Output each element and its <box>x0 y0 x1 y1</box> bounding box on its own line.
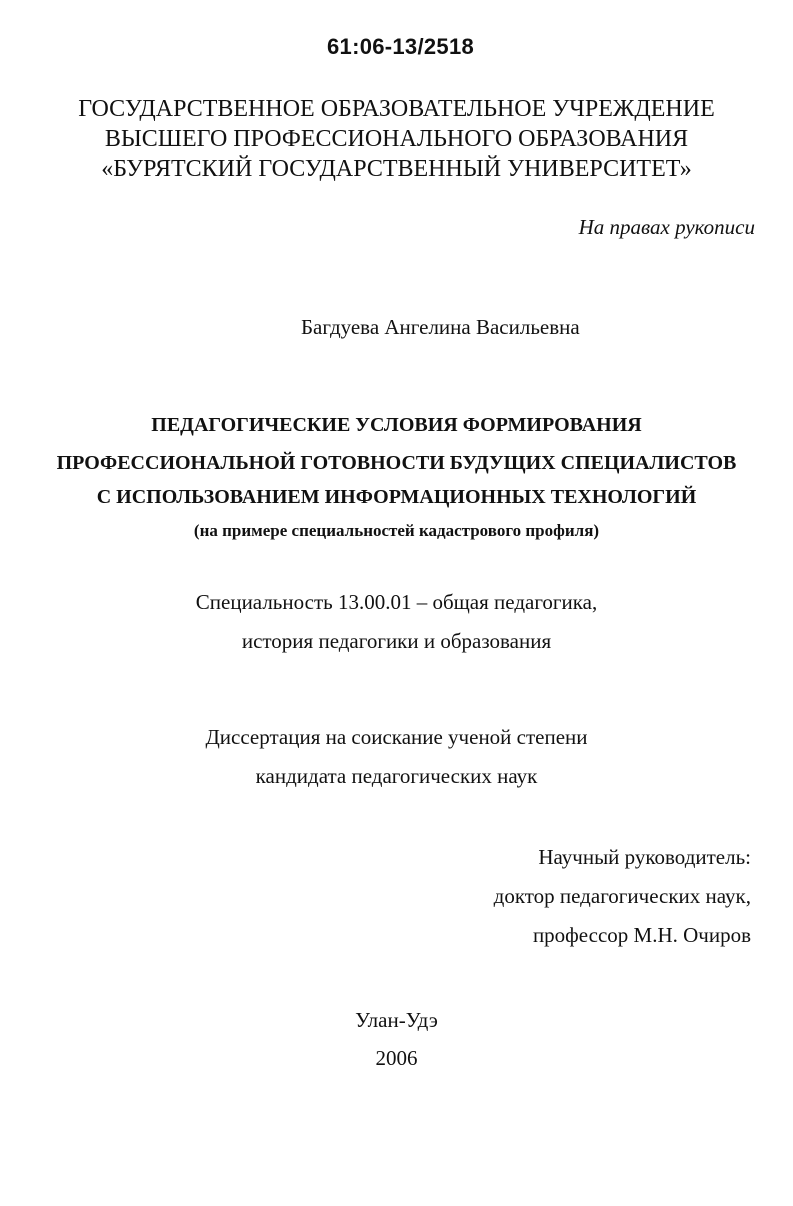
title-subtitle: (на примере специальностей кадастрового профиля) <box>193 521 600 540</box>
title-line-1: ПЕДАГОГИЧЕСКИЕ УСЛОВИЯ ФОРМИРОВАНИЯ <box>151 414 642 436</box>
supervisor-name: профессор М.Н. Очиров <box>532 923 751 947</box>
year: 2006 <box>375 1046 418 1070</box>
supervisor-degree: доктор педагогических наук, <box>493 884 751 908</box>
author-name: Багдуева Ангелина Васильевна <box>301 315 580 339</box>
manuscript-note: На правах рукописи <box>578 215 755 239</box>
degree-line-1: Диссертация на соискание ученой степени <box>205 725 588 749</box>
registry-code: 61:06-13/2518 <box>327 34 475 59</box>
institution-line-1: ГОСУДАРСТВЕННОЕ ОБРАЗОВАТЕЛЬНОЕ УЧРЕЖДЕНИЕ <box>78 96 715 122</box>
institution-line-3: «БУРЯТСКИЙ ГОСУДАРСТВЕННЫЙ УНИВЕРСИТЕТ» <box>101 156 692 182</box>
specialty-line-2: история педагогики и образования <box>241 629 552 653</box>
city: Улан-Удэ <box>355 1008 438 1032</box>
specialty-line-1: Специальность 13.00.01 – общая педагогика, <box>195 590 598 614</box>
title-line-2: ПРОФЕССИОНАЛЬНОЙ ГОТОВНОСТИ БУДУЩИХ СПЕЦИАЛИСТОВ <box>56 452 737 474</box>
degree-line-2: кандидата педагогических наук <box>255 764 538 788</box>
title-line-3: С ИСПОЛЬЗОВАНИЕМ ИНФОРМАЦИОННЫХ ТЕХНОЛОГИЙ <box>96 486 697 508</box>
supervisor-label: Научный руководитель: <box>538 845 751 869</box>
institution-line-2: ВЫСШЕГО ПРОФЕССИОНАЛЬНОГО ОБРАЗОВАНИЯ <box>104 126 689 152</box>
